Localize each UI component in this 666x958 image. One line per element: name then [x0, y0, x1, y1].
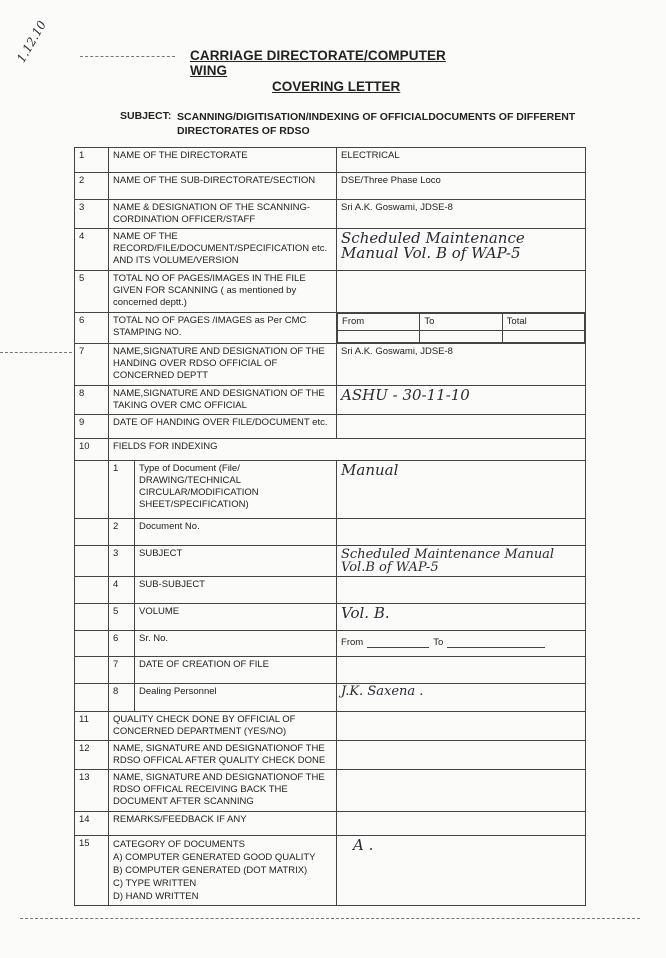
row-number-blank	[75, 461, 109, 519]
index-value	[337, 657, 586, 684]
row-number-blank	[75, 631, 109, 657]
form-row	[75, 200, 586, 229]
scan-artifact-line	[80, 56, 175, 57]
index-number: 1	[109, 461, 135, 519]
row-value	[337, 812, 586, 836]
index-value-handwritten: Vol. B.	[337, 604, 586, 631]
row-label: NAME OF THE SUB-DIRECTORATE/SECTION	[109, 173, 337, 200]
row-label: REMARKS/FEEDBACK IF ANY	[109, 812, 337, 836]
form-row	[75, 173, 586, 200]
index-label: Type of Document (File/ DRAWING/TECHNICAL CIRCULAR/MODIFICATION SHEET/SPECIFICATION)	[135, 461, 337, 519]
row-value-handwritten: ASHU - 30-11-10	[337, 386, 586, 415]
row-number: 5	[75, 271, 109, 313]
row-number-blank	[75, 577, 109, 604]
total-value	[502, 331, 584, 343]
row-number: 6	[75, 313, 109, 344]
row-value: Sri A.K. Goswami, JDSE-8	[337, 200, 586, 229]
category-cell	[109, 836, 337, 906]
index-label: Dealing Personnel	[135, 684, 337, 712]
row-number: 2	[75, 173, 109, 200]
index-value	[337, 577, 586, 604]
row-value	[337, 271, 586, 313]
form-row	[75, 770, 586, 812]
row-value	[337, 712, 586, 741]
form-row	[75, 712, 586, 741]
index-number: 3	[109, 546, 135, 577]
category-option: A) COMPUTER GENERATED GOOD QUALITY	[113, 852, 316, 863]
row-number: 3	[75, 200, 109, 229]
row-number: 10	[75, 439, 109, 461]
row-label: NAME, SIGNATURE AND DESIGNATIONOF THE RDSO OFFICAL AFTER QUALITY CHECK DONE	[109, 741, 337, 770]
form-row	[75, 344, 586, 386]
category-option: C) TYPE WRITTEN	[113, 878, 197, 889]
to-blank	[447, 637, 545, 648]
index-label: Document No.	[135, 519, 337, 546]
row-label: NAME & DESIGNATION OF THE SCANNING-CORDINATION OFFICER/STAFF	[109, 200, 337, 229]
form-row	[75, 229, 586, 271]
to-value	[420, 331, 502, 343]
from-label: From	[341, 637, 364, 648]
row-value: ELECTRICAL	[337, 148, 586, 173]
row-number: 12	[75, 741, 109, 770]
page-range-table	[337, 313, 585, 343]
row-value	[337, 741, 586, 770]
index-number: 2	[109, 519, 135, 546]
to-label: To	[420, 314, 502, 331]
row-value: DSE/Three Phase Loco	[337, 173, 586, 200]
scan-artifact-line	[0, 352, 72, 353]
index-row	[75, 519, 586, 546]
form-row	[75, 271, 586, 313]
row-number: 8	[75, 386, 109, 415]
page-subtitle: COVERING LETTER	[272, 79, 401, 94]
row-number: 11	[75, 712, 109, 741]
row-value	[337, 415, 586, 439]
from-label: From	[338, 314, 420, 331]
index-number: 7	[109, 657, 135, 684]
index-value	[337, 519, 586, 546]
scan-artifact-line	[20, 918, 640, 919]
form-row	[75, 741, 586, 770]
form-row	[75, 386, 586, 415]
index-row	[75, 546, 586, 577]
index-label: Sr. No.	[135, 631, 337, 657]
from-value	[338, 331, 420, 343]
index-label: VOLUME	[135, 604, 337, 631]
index-row	[75, 631, 586, 657]
row-number-blank	[75, 604, 109, 631]
index-number: 4	[109, 577, 135, 604]
index-number: 5	[109, 604, 135, 631]
row-label: NAME OF THE DIRECTORATE	[109, 148, 337, 173]
form-row	[75, 439, 586, 461]
category-option: D) HAND WRITTEN	[113, 891, 199, 902]
total-label: Total	[502, 314, 584, 331]
index-value-handwritten: Scheduled Maintenance Manual Vol.B of WAP-5	[337, 546, 586, 577]
row-number: 1	[75, 148, 109, 173]
form-row	[75, 415, 586, 439]
index-row	[75, 604, 586, 631]
row-number: 9	[75, 415, 109, 439]
to-label: To	[433, 637, 444, 648]
category-value-handwritten: A .	[337, 836, 586, 906]
row-label: FIELDS FOR INDEXING	[109, 439, 586, 461]
row-number-blank	[75, 546, 109, 577]
row-label: TOTAL NO OF PAGES/IMAGES IN THE FILE GIVEN FOR SCANNING ( as mentioned by concerned deptt.)	[109, 271, 337, 313]
row-number: 15	[75, 836, 109, 906]
row-number-blank	[75, 519, 109, 546]
page-range-cell	[337, 313, 586, 344]
form-row	[75, 812, 586, 836]
row-value	[337, 770, 586, 812]
form-row	[75, 313, 586, 344]
row-label: NAME,SIGNATURE AND DESIGNATION OF THE HANDING OVER RDSO OFFICIAL OF CONCERNED DEPTT	[109, 344, 337, 386]
row-label: NAME,SIGNATURE AND DESIGNATION OF THE TAKING OVER CMC OFFICIAL	[109, 386, 337, 415]
index-row	[75, 657, 586, 684]
serial-range-cell	[337, 631, 586, 657]
row-label: DATE OF HANDING OVER FILE/DOCUMENT etc.	[109, 415, 337, 439]
form-row	[75, 836, 586, 906]
index-value-handwritten: J.K. Saxena .	[337, 684, 586, 712]
row-number: 4	[75, 229, 109, 271]
category-option: B) COMPUTER GENERATED (DOT MATRIX)	[113, 865, 308, 876]
row-value-handwritten: Scheduled Maintenance Manual Vol. B of WAP-5	[337, 229, 586, 271]
row-label: NAME OF THE RECORD/FILE/DOCUMENT/SPECIFICATION etc. AND ITS VOLUME/VERSION	[109, 229, 337, 271]
index-value-handwritten: Manual	[337, 461, 586, 519]
margin-date-note: 1.12.10	[14, 18, 50, 65]
row-label: QUALITY CHECK DONE BY OFFICIAL OF CONCERNED DEPARTMENT (YES/NO)	[109, 712, 337, 741]
row-number: 13	[75, 770, 109, 812]
index-number: 8	[109, 684, 135, 712]
row-number-blank	[75, 657, 109, 684]
from-blank	[367, 637, 429, 648]
index-label: DATE OF CREATION OF FILE	[135, 657, 337, 684]
index-row	[75, 461, 586, 519]
index-row	[75, 684, 586, 712]
row-value: Sri A.K. Goswami, JDSE-8	[337, 344, 586, 386]
row-label: NAME, SIGNATURE AND DESIGNATIONOF THE RDSO OFFICAL RECEIVING BACK THE DOCUMENT AFTER SCANNING	[109, 770, 337, 812]
subject-label: SUBJECT:	[120, 110, 172, 122]
page-title: CARRIAGE DIRECTORATE/COMPUTER WING	[190, 48, 446, 78]
category-heading: CATEGORY OF DOCUMENTS	[113, 839, 245, 850]
row-number: 7	[75, 344, 109, 386]
subject-text: SCANNING/DIGITISATION/INDEXING OF OFFICIALDOCUMENTS OF DIFFERENT DIRECTORATES OF RDSO	[177, 111, 576, 137]
row-number-blank	[75, 684, 109, 712]
form-row	[75, 148, 586, 173]
covering-letter-form	[74, 147, 586, 906]
index-number: 6	[109, 631, 135, 657]
index-label: SUB-SUBJECT	[135, 577, 337, 604]
row-label: TOTAL NO OF PAGES /IMAGES as Per CMC STAMPING NO.	[109, 313, 337, 344]
index-label: SUBJECT	[135, 546, 337, 577]
index-row	[75, 577, 586, 604]
row-number: 14	[75, 812, 109, 836]
